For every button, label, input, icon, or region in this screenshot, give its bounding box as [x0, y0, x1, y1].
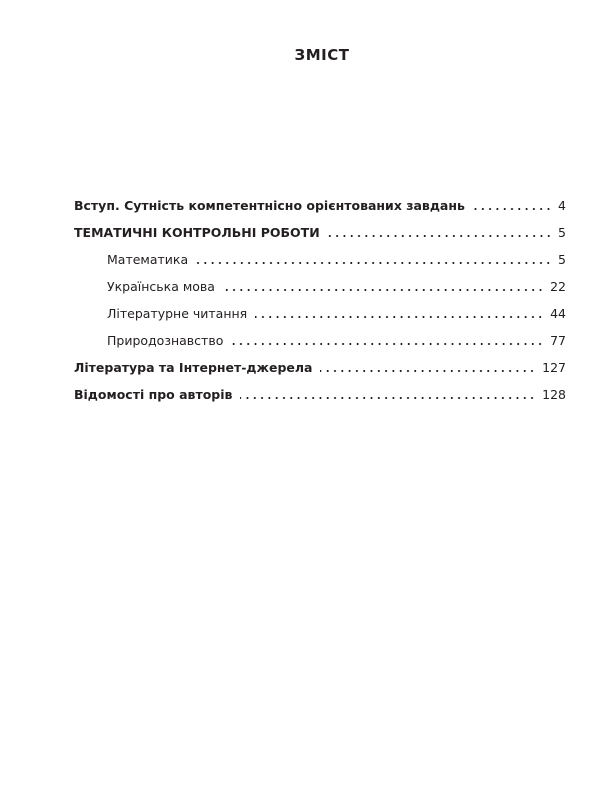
dot-leader: [231, 343, 544, 345]
dot-leader: [223, 289, 544, 291]
toc-entry-about-authors[interactable]: [74, 387, 566, 414]
toc-entry-page: 22: [550, 279, 566, 294]
toc-entry-label: ТЕМАТИЧНІ КОНТРОЛЬНІ РОБОТИ: [74, 225, 320, 240]
toc-entry-page: 5: [558, 225, 566, 240]
dot-leader: [240, 397, 536, 399]
toc-entry-introduction[interactable]: [74, 198, 566, 225]
toc-entry-literary-reading[interactable]: [74, 306, 566, 333]
toc-entry-label: Відомості про авторів: [74, 387, 233, 402]
dot-leader: [473, 208, 552, 210]
toc-entry-label: Українська мова: [107, 279, 215, 294]
toc-entry-page: 44: [550, 306, 566, 321]
toc-entry-label: Вступ. Сутність компетентнісно орієнтованих завдань: [74, 198, 465, 213]
toc-entry-mathematics[interactable]: [74, 252, 566, 279]
toc-entry-ukrainian-language[interactable]: [74, 279, 566, 306]
toc-entry-natural-science[interactable]: [74, 333, 566, 360]
page-title: ЗМІСТ: [294, 46, 350, 64]
toc-entry-label: Природознавство: [107, 333, 224, 348]
toc-entry-page: 4: [558, 198, 566, 213]
toc-entry-page: 127: [542, 360, 566, 375]
table-of-contents: [74, 198, 566, 414]
dot-leader: [328, 235, 552, 237]
toc-entry-page: 128: [542, 387, 566, 402]
toc-entry-label: Літературне читання: [107, 306, 248, 321]
dot-leader: [196, 262, 552, 264]
dot-leader: [320, 370, 536, 372]
toc-entry-page: 77: [550, 333, 566, 348]
toc-entry-label: Література та Інтернет-джерела: [74, 360, 313, 375]
toc-entry-page: 5: [558, 252, 566, 267]
toc-entry-label: Математика: [107, 252, 189, 267]
dot-leader: [255, 316, 544, 318]
toc-entry-thematic-tests[interactable]: [74, 225, 566, 252]
toc-entry-references[interactable]: [74, 360, 566, 387]
